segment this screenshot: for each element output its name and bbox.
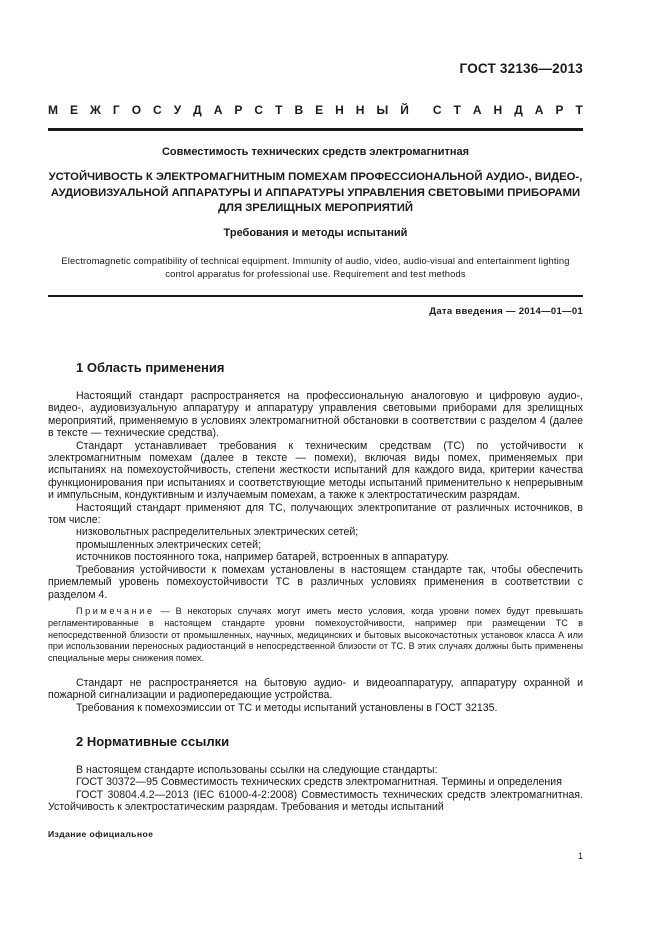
banner-letter: Д: [193, 103, 202, 117]
paragraph: Стандарт не распространяется на бытовую аудио- и видеоаппаратуру, аппаратуру охранной и пожарной сигнализации и радиопередающие устройства.: [48, 677, 583, 702]
paragraph: Требования устойчивости к помехам установлены в настоящем стандарте так, чтобы обеспечить приемлемый уровень помехоустойчивости ТС в различных условиях применения в соответствии с разделом 4.: [48, 563, 583, 601]
banner-letter: Ж: [90, 103, 101, 117]
section-1-body: [48, 390, 583, 671]
banner-letter: А: [472, 103, 482, 117]
banner-letter: Н: [493, 103, 503, 117]
main-title-line: ДЛЯ ЗРЕЛИЩНЫХ МЕРОПРИЯТИЙ: [218, 202, 413, 214]
top-rule: [48, 128, 583, 131]
english-title: [48, 254, 583, 280]
reference-item: ГОСТ 30372—95 Совместимость технических средств электромагнитная. Термины и определения: [76, 776, 562, 789]
list-item: низковольтных распределительных электрических сетей;: [76, 526, 359, 539]
banner-letter: У: [173, 103, 182, 117]
banner-letter: Т: [575, 103, 583, 117]
banner-letter: Г: [112, 103, 120, 117]
banner-letter: С: [254, 103, 264, 117]
requirements-title: Требования и методы испытаний: [223, 227, 408, 239]
note: [48, 606, 583, 665]
banner-letter: О: [131, 103, 142, 117]
section-1-heading: 1 Область применения: [76, 360, 225, 375]
page-number: 1: [577, 851, 583, 861]
introduction-date: Дата введения — 2014—01—01: [429, 306, 583, 317]
banner-letter: Е: [315, 103, 324, 117]
banner-letter: Е: [70, 103, 79, 117]
banner-letter: Ы: [376, 103, 389, 117]
banner-letter: Р: [234, 103, 243, 117]
note-label: Примечание: [76, 605, 155, 616]
english-title-line: control apparatus for professional use. Requirement and test methods: [165, 268, 466, 279]
banner-letter: Й: [400, 103, 409, 117]
banner-letter: Т: [453, 103, 461, 117]
banner-letter: М: [48, 103, 58, 117]
section-2-body: [48, 764, 583, 814]
paragraph: Настоящий стандарт применяют для ТС, получающих электропитание от различных источников, в том числе:: [48, 501, 583, 527]
banner-letter: Н: [335, 103, 344, 117]
section-1-closing: [48, 677, 583, 714]
main-title-line: УСТОЙЧИВОСТЬ К ЭЛЕКТРОМАГНИТНЫМ ПОМЕХАМ ПРОФЕССИОНАЛЬНОЙ АУДИО-, ВИДЕО-,: [48, 171, 583, 183]
banner-letter: Т: [275, 103, 283, 117]
document-number: ГОСТ 32136—2013: [459, 61, 583, 76]
banner-letter: С: [153, 103, 162, 117]
banner-letter: Р: [555, 103, 564, 117]
banner-letter: А: [534, 103, 544, 117]
banner-letter: В: [294, 103, 304, 117]
interstate-standard-banner: [48, 103, 583, 117]
paragraph: Стандарт устанавливает требования к техническим средствам (ТС) по устойчивости к электромагнитным помехам (далее в тексте — помехи), включая виды помех, применяемых при испытаниях на помехоустойчивость, степени жесткости испытаний для каждого вида, критерии качества функционирования при испытаниях и соответствующие методы испытаний применительно к непрерывным и импульсным, кондуктивным и излучаемым помехам, а также к электростатическим разрядам.: [48, 439, 583, 502]
edition-label: Издание официальное: [48, 829, 154, 839]
note-text: — В некоторых случаях могут иметь место условия, когда уровни помех будут превышать регламентированные в настоящем стандарте уровни помехоустойчивости, например при размещении ТС в непосредственной близости от промышленных, научных, медицинских и бытовых высокочастотных установок класса А или при использовании переносных радиостанций в непосредственной близости от ТС. В этих случаях должны быть применены специальные меры снижения помех.: [48, 605, 583, 664]
list-item: источников постоянного тока, например батарей, встроенных в аппаратуру.: [76, 551, 450, 564]
middle-rule: [48, 295, 583, 297]
list-item: промышленных электрических сетей;: [76, 538, 262, 551]
banner-letter: Д: [514, 103, 523, 117]
paragraph: Требования к помехоэмиссии от ТС и методы испытаний установлены в ГОСТ 32135.: [76, 701, 498, 714]
reference-item: ГОСТ 30804.4.2—2013 (IEC 61000-4-2:2008) Совместимость технических средств электромагнитная. Устойчивость к электростатическим разрядам. Требования и методы испытаний: [48, 788, 583, 814]
paragraph: Настоящий стандарт распространяется на профессиональную аналоговую и цифровую аудио-, видео-, аудиовизуальную аппаратуру и аппаратуру управления световыми приборами для зрелищных мероприятий, применяемую в условиях электромагнитной обстановки в соответствии с разделом 4 (далее в тексте — технические средства).: [48, 390, 583, 440]
main-title-line: АУДИОВИЗУАЛЬНОЙ АППАРАТУРЫ И АППАРАТУРЫ УПРАВЛЕНИЯ СВЕТОВЫМИ ПРИБОРАМИ: [50, 186, 581, 199]
english-title-line: Electromagnetic compatibility of technical equipment. Immunity of audio, video, audio-visual and entertainment lighting: [61, 255, 570, 266]
banner-letter: С: [432, 103, 442, 117]
paragraph: В настоящем стандарте использованы ссылки на следующие стандарты:: [76, 764, 438, 776]
banner-letter: Н: [355, 103, 365, 117]
banner-letter: А: [213, 103, 223, 117]
section-2-heading: 2 Нормативные ссылки: [76, 734, 230, 749]
main-title: [48, 170, 583, 217]
subtitle: Совместимость технических средств электромагнитная: [161, 146, 470, 158]
